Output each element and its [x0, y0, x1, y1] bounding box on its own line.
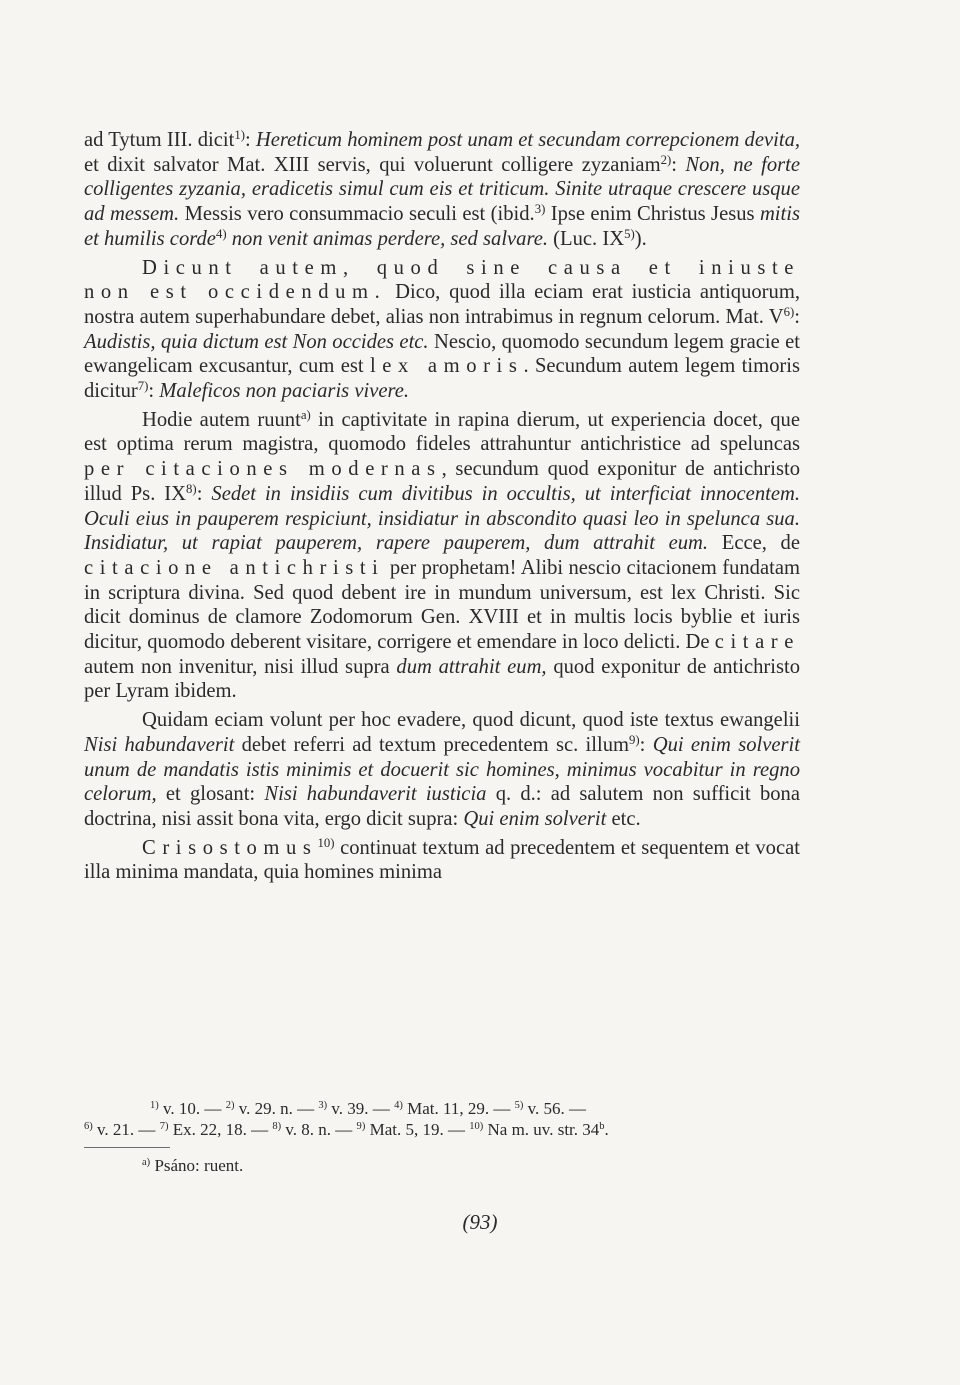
- footnote-line-2: [84, 1119, 800, 1140]
- italic-quotation: Non, ne forte colligentes zyzania, eradicetis simul cum eis et triticum. Sinite utraque crescere usque ad messem.: [84, 153, 800, 226]
- footnote-marker: 9): [356, 1121, 366, 1133]
- text-run: Ecce, de: [708, 532, 800, 555]
- text-run: v. 29. n. —: [234, 1099, 319, 1118]
- text-run: Ipse enim Christus Jesus: [545, 203, 760, 226]
- text-run: Mat. 11, 29. —: [402, 1099, 515, 1118]
- text-run: in captivitate in rapina dierum, ut experiencia docet, que est optima rerum magistra, quomodo fideles attrahuntur antichristice ad speluncas: [84, 408, 800, 456]
- footnote-marker: 10): [469, 1121, 484, 1133]
- paragraph-3: [84, 408, 800, 704]
- text-run: v. 21. —: [92, 1120, 160, 1139]
- text-run: :: [639, 733, 653, 756]
- text-run: debet referri ad textum precedentem sc. illum: [234, 733, 630, 756]
- footnote-marker: b: [599, 1121, 605, 1133]
- paragraph-2: [84, 256, 800, 404]
- footnote-marker: 6): [84, 1121, 93, 1133]
- text-run: Quidam eciam volunt per hoc evadere, quod dicunt, quod iste textus ewangelii: [142, 709, 800, 732]
- footnote-marker: 2): [660, 152, 672, 167]
- footnote-marker: 1): [150, 1100, 159, 1112]
- footnote-marker: 4): [394, 1100, 403, 1112]
- italic-quotation: Nisi habundaverit: [84, 733, 235, 756]
- text-run: v. 39. —: [327, 1099, 395, 1118]
- spaced-emphasis: citare: [714, 631, 800, 654]
- text-run: :: [244, 129, 256, 151]
- text-run: :: [671, 153, 686, 176]
- footnote-marker: 7): [159, 1121, 169, 1133]
- text-run: Na m. uv. str. 34: [483, 1120, 600, 1139]
- footnote-marker: 3): [534, 202, 546, 217]
- text-run: ).: [634, 227, 647, 250]
- footnote-marker: 7): [137, 379, 149, 394]
- footnote-marker: 1): [234, 127, 245, 142]
- italic-quotation: Qui enim solverit unum de mandatis istis minimis et docuerit sic homines, minimus vocabitur in regno celorum,: [84, 733, 800, 806]
- editor-note-marker: a): [142, 1157, 151, 1169]
- footnote-marker: 5): [514, 1100, 524, 1112]
- italic-quotation: Nisi habundaverit iusticia: [264, 783, 487, 806]
- text-run: per prophetam! Alibi nescio citacionem fundatam in scriptura divina. Sed quod debent ire in mundum universum, est lex Christi. Sic dicit dominus de clamore Zodomorum Gen. XVIII et in multis locis byblie et iuris dicitur, quomodo deberent visitare, corrigere et emendare in loco delicti. De: [84, 556, 800, 654]
- spaced-emphasis: Crisostomus: [142, 836, 318, 859]
- main-text: [84, 128, 800, 885]
- text-run: Messis vero consummacio seculi est (ibid.: [179, 203, 535, 226]
- spaced-emphasis: citacione antichristi: [84, 556, 385, 579]
- paragraph-1: [84, 128, 800, 252]
- page-number: (93): [462, 1210, 498, 1234]
- text-run: :: [148, 380, 160, 403]
- footnote-marker: 6): [783, 304, 795, 319]
- italic-quotation: non venit animas perdere, sed salvare.: [231, 227, 549, 250]
- paragraph-5: [84, 836, 800, 885]
- text-run: :: [196, 482, 212, 505]
- text-run: . Secundum autem legem timoris dicitur: [84, 355, 800, 403]
- footnote-marker: a): [300, 407, 311, 422]
- footnote-marker: 5): [624, 226, 635, 241]
- text-run: v. 56. —: [523, 1099, 587, 1118]
- footnote-marker: 4): [215, 226, 227, 241]
- text-run: v. 10. —: [158, 1099, 226, 1118]
- footnotes: [84, 1098, 800, 1140]
- text-run: .: [604, 1120, 609, 1139]
- text-run: autem non invenitur, nisi illud supra: [84, 655, 397, 678]
- italic-quotation: Maleficos non paciaris vivere.: [159, 380, 410, 403]
- text-run: et dixit salvator Mat. XIII servis, qui voluerunt colligere zyzaniam: [84, 153, 661, 176]
- footnote-marker: 2): [225, 1100, 235, 1112]
- text-run: Hodie autem ruunt: [142, 408, 301, 431]
- text-run: q. d.: ad salutem non sufficit bona doctrina, nisi assit bona vita, ergo dicit supra:: [84, 783, 800, 830]
- footnote-line-1: [84, 1098, 800, 1119]
- text-run: continuat textum ad precedentem et sequentem et vocat illa minima mandata, quia homines minima: [84, 836, 800, 884]
- footnote-marker: 3): [318, 1100, 328, 1112]
- footnote-marker: 10): [317, 835, 335, 850]
- spaced-emphasis: per citaciones modernas: [84, 458, 442, 481]
- text-run: ad Tytum III. dicit: [84, 129, 235, 151]
- spaced-emphasis: lex amoris: [369, 355, 524, 378]
- text-run: (Luc. IX: [548, 227, 625, 250]
- footnote-divider: [84, 1147, 170, 1148]
- italic-quotation: dum attrahit eum,: [396, 655, 547, 678]
- italic-quotation: Hereticum hominem post unam et secundam correpcionem devita,: [255, 129, 801, 151]
- text-run: Dico, quod illa eciam erat iusticia antiquorum, nostra autem superhabundare debet, alias non intrabimus in regnum celorum. Mat. V: [84, 281, 801, 328]
- text-run: , secundum quod exponitur de antichristo illud Ps. IX: [84, 458, 801, 505]
- text-run: et glosant:: [156, 783, 265, 806]
- text-run: quod exponitur de antichristo per Lyram ibidem.: [84, 655, 801, 703]
- italic-quotation: Audistis, quia dictum est Non occides etc.: [84, 330, 429, 353]
- italic-quotation: Sedet in insidiis cum divitibus in occultis, ut interficiat innocentem. Oculi eius in pauperem respiciunt, insidiatur in abscondito quasi leo in spelunca sua. Insidiatur, ut rapiat pauperem, rapere pauperem, dum attrahit eum.: [84, 482, 801, 555]
- footnote-marker: 8): [186, 481, 197, 496]
- footnote-marker: 9): [629, 732, 640, 747]
- text-run: Mat. 5, 19. —: [365, 1120, 470, 1139]
- editor-note: [142, 1155, 243, 1176]
- text-run: etc.: [606, 807, 641, 830]
- editor-note-text: Psáno: ruent.: [150, 1156, 244, 1175]
- text-run: v. 8. n. —: [281, 1120, 357, 1139]
- italic-quotation: Qui enim solverit: [463, 807, 607, 830]
- text-run: Ex. 22, 18. —: [168, 1120, 273, 1139]
- text-run: Nescio, quomodo secundum legem gracie et ewangelicam excusantur, cum est: [84, 330, 800, 378]
- spaced-emphasis: Dicunt autem, quod sine causa et iniuste non est occidendum.: [84, 256, 800, 304]
- text-run: :: [794, 305, 800, 328]
- italic-quotation: mitis et humilis corde: [84, 203, 800, 250]
- footnote-marker: 8): [272, 1121, 282, 1133]
- paragraph-4: [84, 708, 800, 832]
